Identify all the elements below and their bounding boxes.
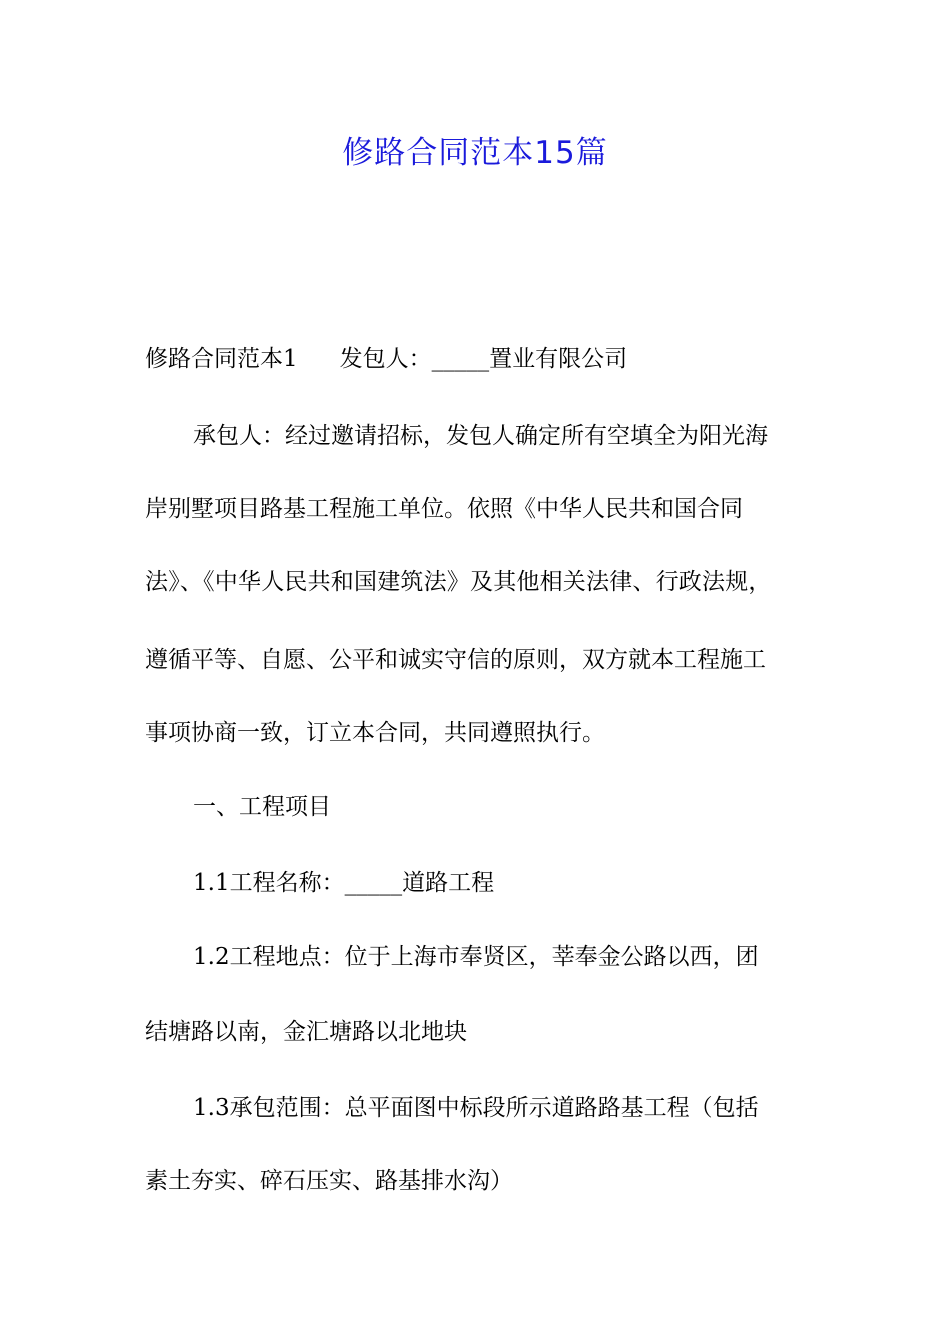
clause-line: 1.2工程地点：位于上海市奉贤区，莘奉金公路以西，团 — [193, 944, 759, 970]
contract-number-label: 修路合同范本1 — [145, 346, 298, 372]
contract-heading-line — [145, 344, 835, 374]
paragraph-line: 岸别墅项目路基工程施工单位。依照《中华人民共和国合同 — [145, 496, 743, 522]
paragraph-line: 承包人：经过邀请招标，发包人确定所有空填全为阳光海 — [193, 423, 768, 449]
clause-line: 素土夯实、碎石压实、路基排水沟） — [145, 1168, 513, 1194]
clause-line: 结塘路以南，金汇塘路以北地块 — [145, 1019, 467, 1045]
paragraph-line: 事项协商一致，订立本合同，共同遵照执行。 — [145, 720, 605, 746]
clause-line: 1.3承包范围：总平面图中标段所示道路路基工程（包括 — [193, 1095, 759, 1121]
section-heading: 一、工程项目 — [193, 794, 331, 820]
document-title: 修路合同范本15篇 — [342, 135, 608, 171]
paragraph-line: 遵循平等、自愿、公平和诚实守信的原则，双方就本工程施工 — [145, 647, 766, 673]
employer-field: 发包人：_____置业有限公司 — [339, 346, 628, 372]
paragraph-line: 法》、《中华人民共和国建筑法》及其他相关法律、行政法规， — [145, 569, 772, 595]
clause-line: 1.1工程名称：_____道路工程 — [193, 870, 495, 896]
